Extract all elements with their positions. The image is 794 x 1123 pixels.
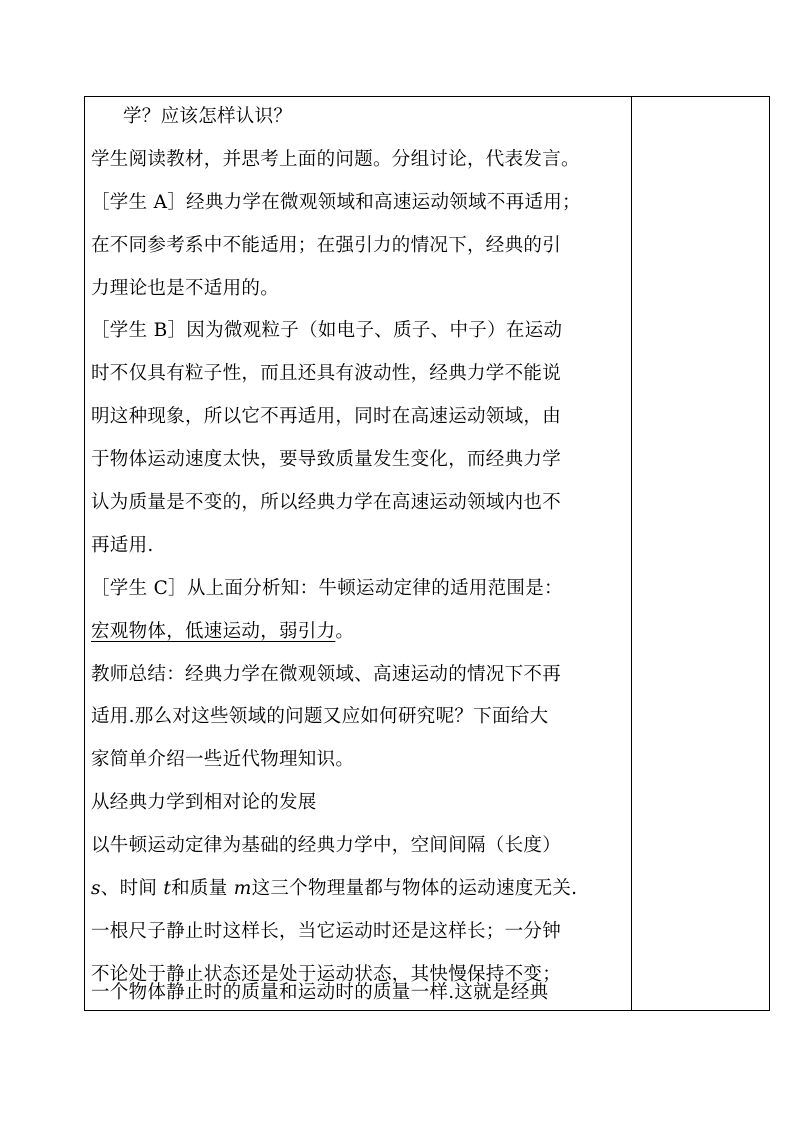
text-line: 于物体运动速度太快，要导致质量发生变化，而经典力学 — [91, 449, 562, 470]
text-line: 不论处于静止状态还是处于运动状态，其快慢保持不变； — [91, 964, 562, 985]
text-line: 学生阅读教材，并思考上面的问题。分组讨论，代表发言。 — [91, 149, 580, 170]
text-line: ［学生 A］经典力学在微观领域和高速运动领域不再适用； — [91, 192, 581, 213]
text-line: 认为质量是不变的，所以经典力学在高速运动领域内也不 — [91, 492, 562, 513]
text-line: 在不同参考系中不能适用；在强引力的情况下，经典的引 — [91, 235, 562, 256]
text-line: 明这种现象，所以它不再适用，同时在高速运动领域，由 — [91, 406, 562, 427]
text-line: 教师总结：经典力学在微观领域、高速运动的情况下不再 — [91, 664, 562, 685]
text-line-underlined — [91, 620, 354, 644]
text-fragment: 和质量 — [171, 878, 234, 899]
text-line: 力理论也是不适用的。 — [91, 278, 280, 299]
text-line: ［学生 B］因为微观粒子（如电子、质子、中子）在运动 — [91, 320, 563, 341]
text-line: ［学生 C］从上面分析知：牛顿运动定律的适用范围是： — [91, 578, 563, 599]
text-line: 一根尺子静止时这样长，当它运动时还是这样长；一分钟 — [91, 921, 562, 942]
text-fragment: 这三个物理量都与物体的运动速度无关. — [251, 878, 578, 899]
text-line: 再适用. — [91, 535, 154, 556]
text-line: 学？应该怎样认识？ — [123, 106, 293, 127]
content-table — [84, 96, 770, 1011]
notes-cell — [632, 97, 769, 1010]
period: 。 — [335, 621, 355, 642]
main-text-cell — [85, 97, 632, 1010]
var-m: m — [233, 878, 252, 899]
text-line: 以牛顿运动定律为基础的经典力学中，空间间隔（长度） — [91, 835, 562, 856]
text-line: 一个物体静止时的质量和运动时的质量一样.这就是经典 — [91, 982, 549, 1003]
text-line: 时不仅具有粒子性，而且还具有波动性，经典力学不能说 — [91, 363, 562, 384]
text-fragment: 、时间 — [100, 878, 164, 899]
text-line: 家简单介绍一些近代物理知识。 — [91, 749, 355, 770]
text-line: 适用.那么对这些领域的问题又应如何研究呢？下面给大 — [91, 706, 549, 727]
underlined-answer: 宏观物体，低速运动，弱引力 — [91, 621, 336, 642]
var-t: t — [163, 878, 172, 899]
var-s: s — [91, 878, 101, 899]
section-heading: 从经典力学到相对论的发展 — [91, 792, 317, 813]
text-line-variables — [91, 877, 577, 901]
